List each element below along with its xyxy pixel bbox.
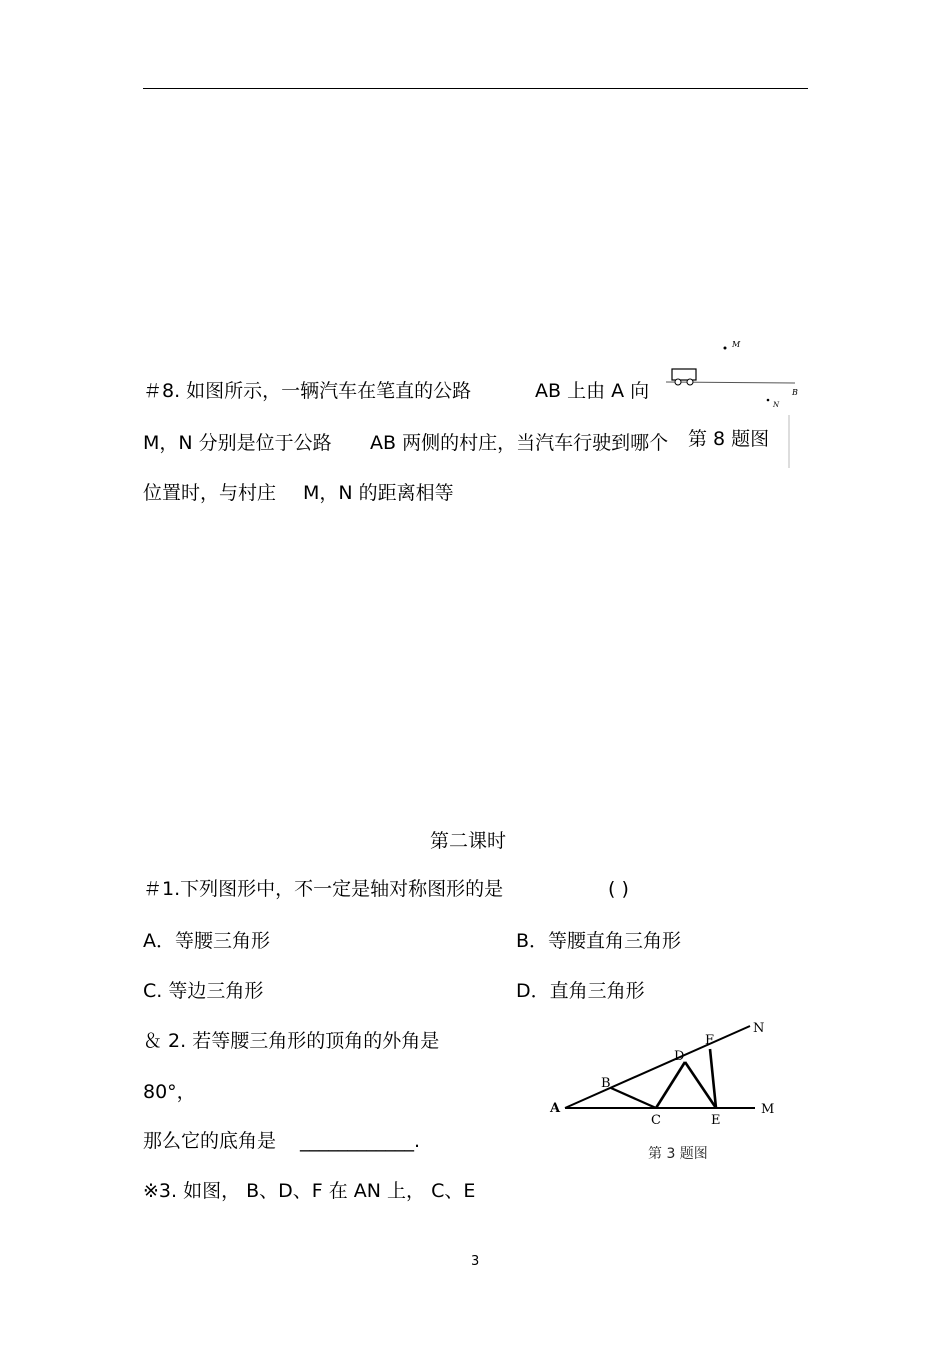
page-number: 3: [471, 1254, 480, 1269]
point-c-label: C: [651, 1113, 661, 1128]
point-m-label: M: [761, 1102, 775, 1117]
point-e-label: E: [711, 1113, 721, 1128]
q8-line3-continued: M，N 的距离相等: [303, 482, 454, 504]
village-m-label: M: [732, 340, 741, 349]
q1-option-c: C. 等边三角形: [143, 980, 264, 1002]
header-rule: [143, 88, 808, 89]
q1-stem: ＃1.下列图形中，不一定是轴对称图形的是: [143, 878, 504, 900]
q8-line1: ＃8. 如图所示，一辆汽车在笔直的公路: [143, 380, 472, 402]
point-f-label: F: [705, 1033, 715, 1048]
village-m-dot: [724, 347, 727, 350]
road-end-b-label: B: [792, 388, 798, 397]
point-a-label: A: [550, 1101, 561, 1116]
q1-option-d: D．直角三角形: [516, 980, 645, 1002]
segment-bc: [611, 1088, 656, 1108]
segment-cd: [656, 1062, 685, 1108]
q2-line3: 那么它的底角是: [143, 1130, 277, 1152]
point-b-label: B: [601, 1076, 611, 1091]
village-n-dot: [767, 399, 770, 402]
q2-line2: 80°，: [143, 1081, 196, 1103]
point-d-label: D: [674, 1049, 685, 1064]
point-n-label: N: [753, 1021, 765, 1036]
q8-line3: 位置时，与村庄: [143, 482, 277, 504]
q8-figure: [660, 335, 810, 475]
q1-option-b: B．等腰直角三角形: [516, 930, 682, 952]
q3-line1: ※3. 如图， B、D、F 在 AN 上， C、E: [143, 1180, 476, 1202]
q3-figure: [545, 1012, 805, 1172]
q8-line2-continued: AB 两侧的村庄，当汽车行驶到哪个: [370, 432, 669, 454]
q1-option-a: A．等腰三角形: [143, 930, 270, 952]
q1-answer-paren: ( ): [608, 878, 629, 900]
ray-an: [565, 1026, 750, 1108]
q2-line1: ＆ 2. 若等腰三角形的顶角的外角是: [143, 1030, 440, 1052]
q8-figure-caption: 第 8 题图: [688, 428, 770, 450]
section-title: 第二课时: [430, 830, 507, 852]
village-n-label: N: [773, 401, 780, 409]
q8-line1-continued: AB 上由 A 向: [535, 380, 650, 402]
q3-figure-caption: 第 3 题图: [648, 1146, 708, 1162]
road-ab: [666, 382, 795, 383]
q2-answer-blank: ____________.: [300, 1130, 421, 1152]
q8-line2: M，N 分别是位于公路: [143, 432, 332, 454]
